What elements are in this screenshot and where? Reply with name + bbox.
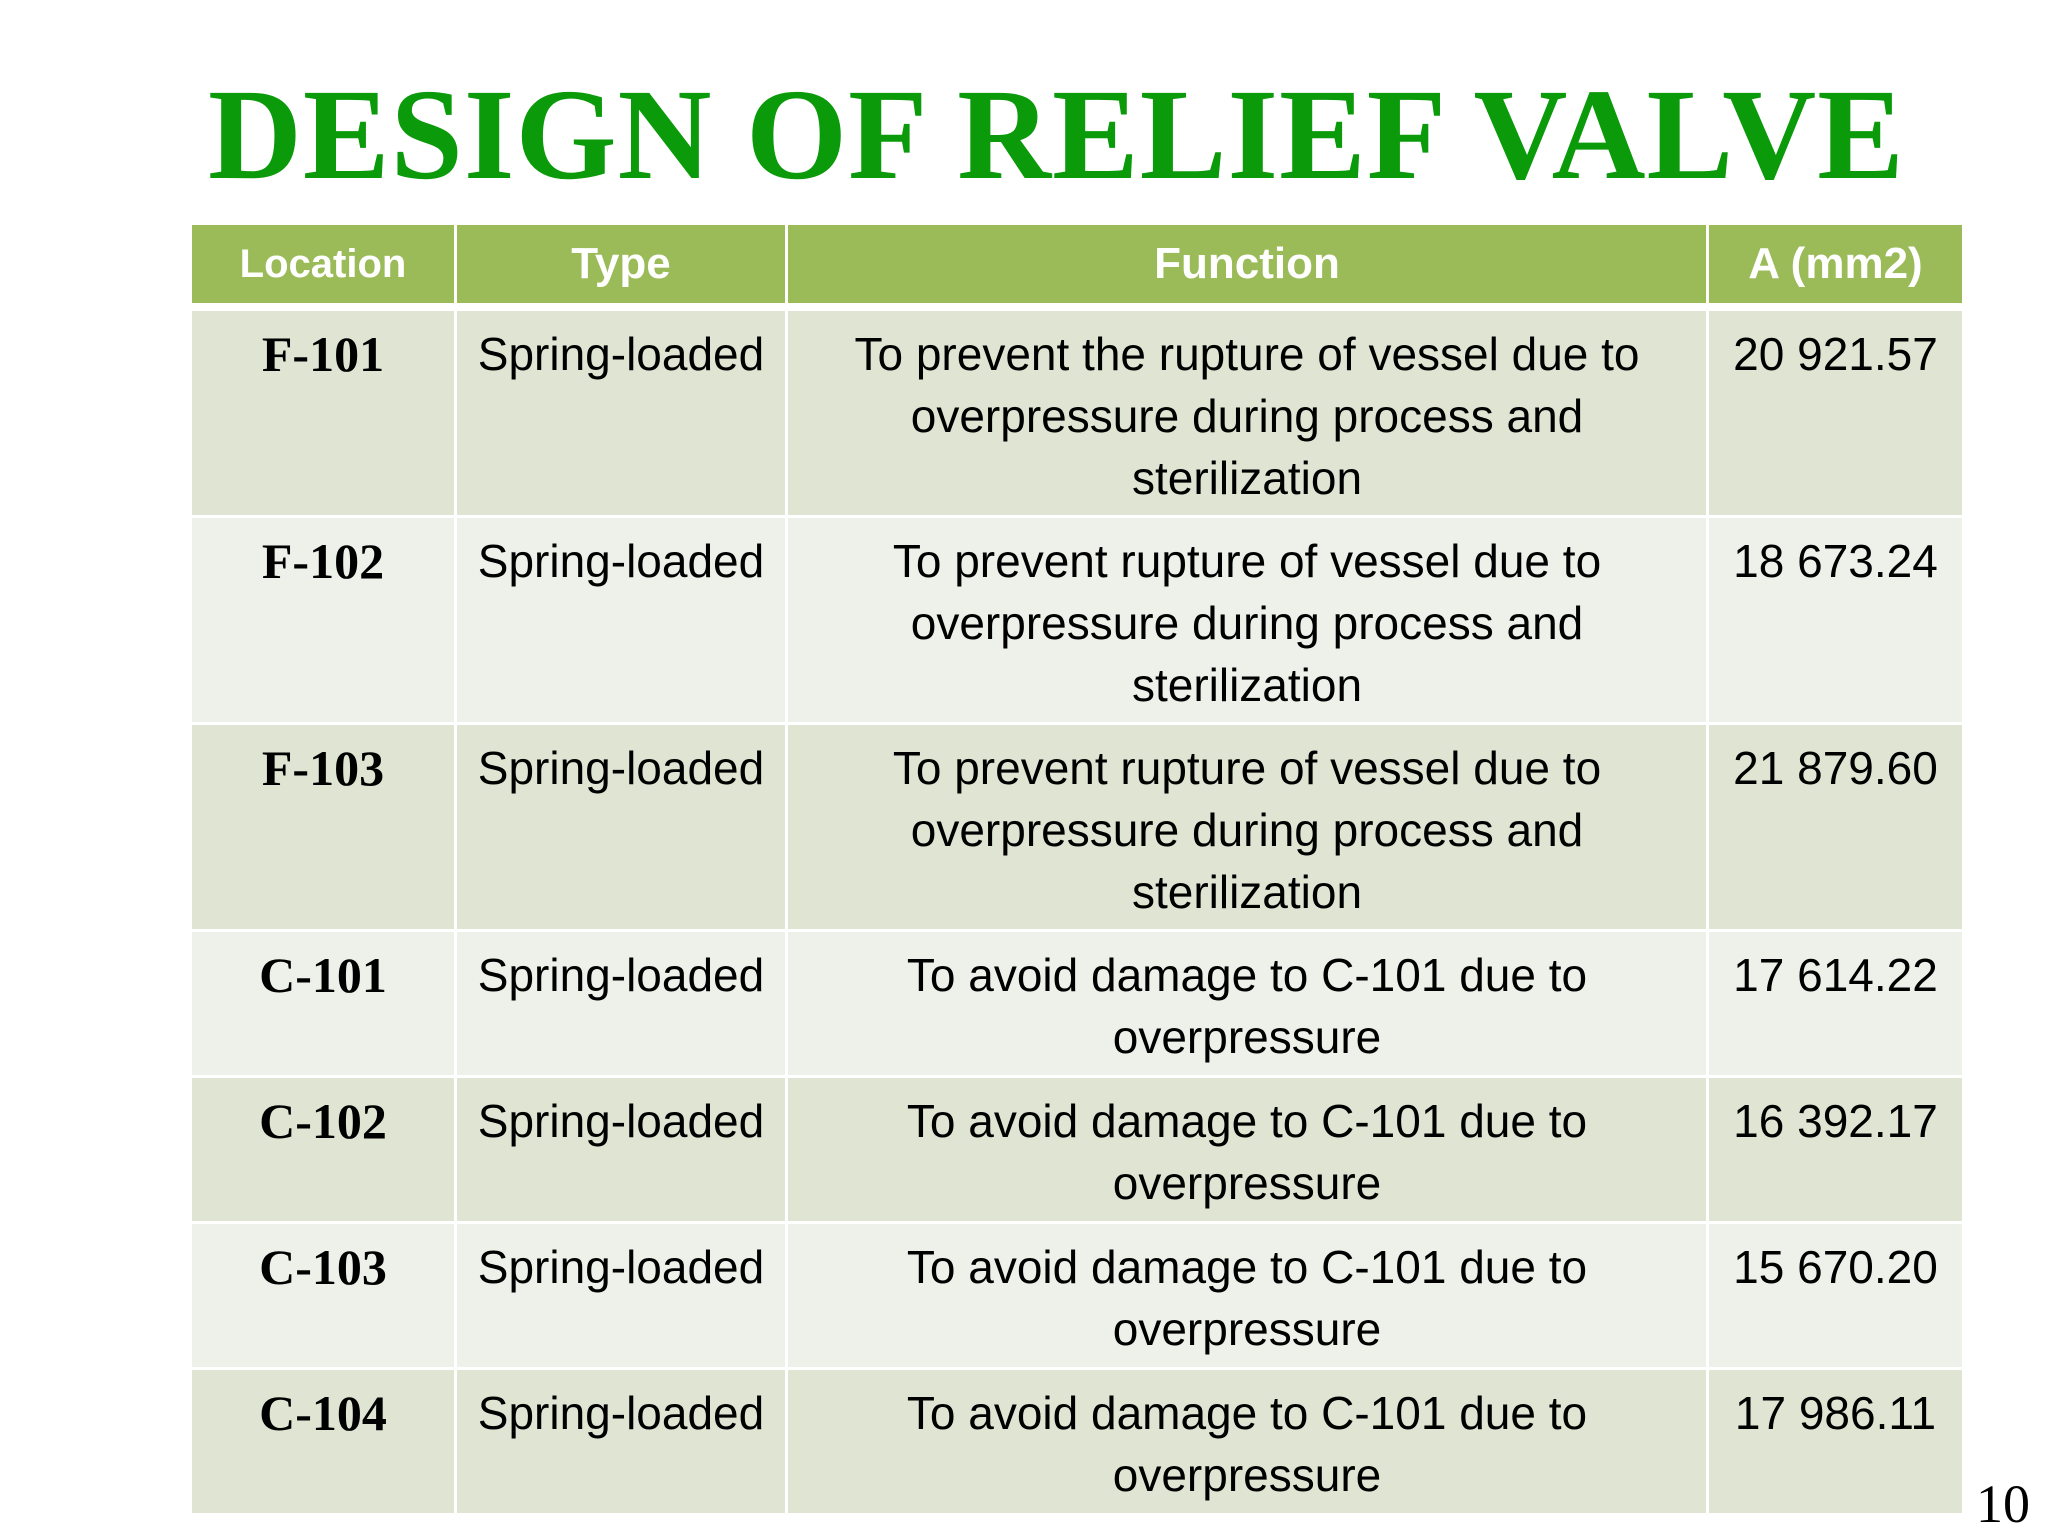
cell-function: To prevent rupture of vessel due to overpressure during process and sterilization [787,724,1708,931]
cell-function: To avoid damage to C-101 due to overpressure [787,1369,1708,1515]
table-row [191,307,1964,517]
cell-area: 20 921.57 [1708,307,1964,517]
cell-location: C-103 [191,1223,456,1369]
cell-type: Spring-loaded [456,724,787,931]
cell-area: 15 670.20 [1708,1223,1964,1369]
cell-area: 18 673.24 [1708,517,1964,724]
cell-type: Spring-loaded [456,1077,787,1223]
cell-area: 17 614.22 [1708,931,1964,1077]
cell-type: Spring-loaded [456,931,787,1077]
cell-type: Spring-loaded [456,1369,787,1515]
cell-location: F-103 [191,724,456,931]
table-row [191,1223,1964,1369]
cell-location: F-102 [191,517,456,724]
cell-function: To avoid damage to C-101 due to overpressure [787,1077,1708,1223]
cell-type: Spring-loaded [456,517,787,724]
cell-area: 21 879.60 [1708,724,1964,931]
table-row [191,517,1964,724]
cell-function: To avoid damage to C-101 due to overpressure [787,1223,1708,1369]
cell-location: C-104 [191,1369,456,1515]
cell-function: To avoid damage to C-101 due to overpressure [787,931,1708,1077]
page-number: 10 [1976,1474,2030,1534]
cell-location: F-101 [191,307,456,517]
table-row [191,931,1964,1077]
cell-area: 17 986.11 [1708,1369,1964,1515]
column-header-location: Location [191,224,456,308]
table-header-row [191,224,1964,308]
slide-title: DESIGN OF RELIEF VALVE [208,63,1905,207]
column-header-area: A (mm2) [1708,224,1964,308]
cell-type: Spring-loaded [456,1223,787,1369]
relief-valve-table [189,222,1965,1516]
table-row [191,724,1964,931]
cell-location: C-102 [191,1077,456,1223]
cell-area: 16 392.17 [1708,1077,1964,1223]
column-header-type: Type [456,224,787,308]
cell-type: Spring-loaded [456,307,787,517]
cell-function: To prevent rupture of vessel due to overpressure during process and sterilization [787,517,1708,724]
cell-location: C-101 [191,931,456,1077]
cell-function: To prevent the rupture of vessel due to overpressure during process and sterilization [787,307,1708,517]
table-row [191,1369,1964,1515]
table-row [191,1077,1964,1223]
column-header-function: Function [787,224,1708,308]
